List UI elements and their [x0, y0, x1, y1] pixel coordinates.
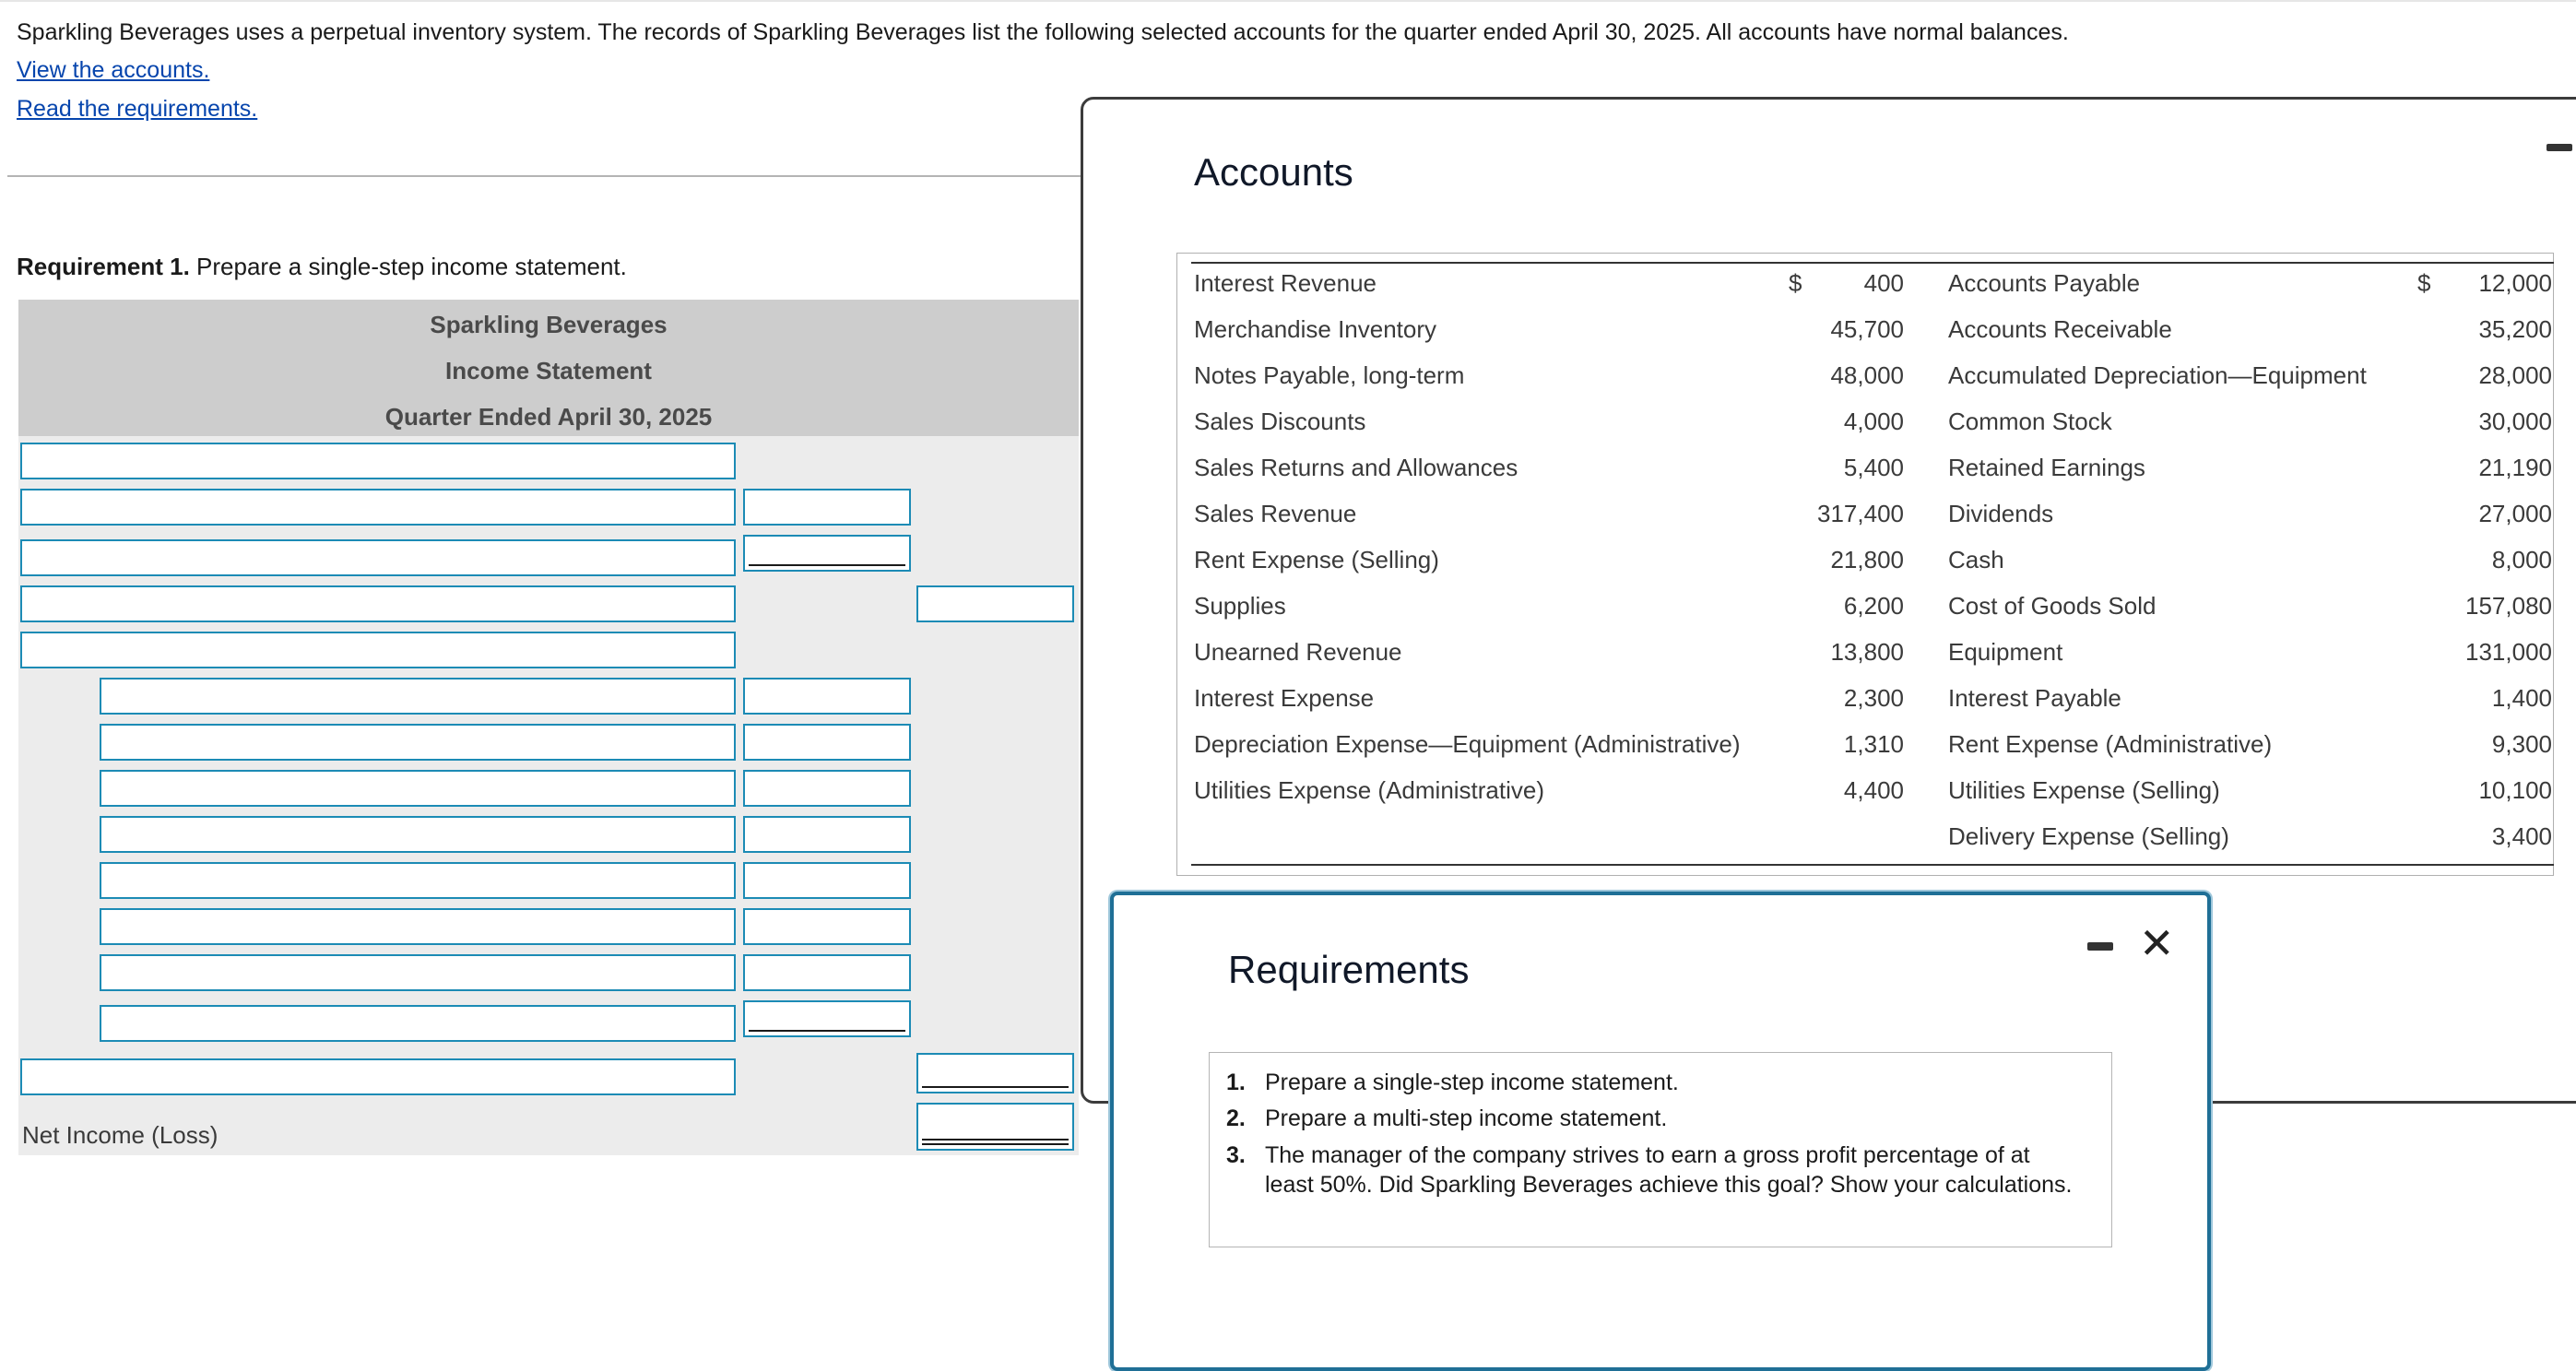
account-value: 21,190: [2478, 454, 2552, 481]
expense-line-4-amount-input[interactable]: [745, 818, 909, 851]
expense-line-4-amount[interactable]: [743, 816, 911, 853]
account-value: 4,000: [1843, 408, 1904, 435]
statement-line-4-label-input[interactable]: [22, 587, 734, 620]
account-name: Delivery Expense (Selling): [1948, 822, 2229, 850]
account-name: Rent Expense (Administrative): [1948, 730, 2273, 758]
expense-line-7-label[interactable]: [100, 954, 736, 991]
statement-line-3-amount-input[interactable]: [745, 537, 909, 570]
dollar-sign: $: [1789, 269, 1802, 297]
account-value: 6,200: [1843, 592, 1904, 620]
expense-line-6-label-input[interactable]: [101, 910, 734, 943]
account-name: Cost of Goods Sold: [1948, 592, 2157, 620]
account-name: Unearned Revenue: [1194, 638, 1402, 666]
statement-line-2-amount-input[interactable]: [745, 490, 909, 524]
expense-line-6-label[interactable]: [100, 908, 736, 945]
account-name: Utilities Expense (Administrative): [1194, 776, 1545, 804]
account-value: 8,000: [2491, 546, 2552, 573]
expense-line-5-label[interactable]: [100, 862, 736, 899]
requirements-modal-title: Requirements: [1228, 948, 1470, 991]
account-value: 1,310: [1843, 730, 1904, 758]
expense-line-2-label-input[interactable]: [101, 726, 734, 759]
requirement-text: Prepare a multi-step income statement.: [1265, 1105, 1668, 1131]
expense-line-2-label[interactable]: [100, 724, 736, 761]
expense-line-4-label[interactable]: [100, 816, 736, 853]
account-value: 4,400: [1843, 776, 1904, 804]
statement-line-4-total-input[interactable]: [918, 587, 1072, 620]
net-income-amount[interactable]: [916, 1103, 1074, 1151]
account-value: 9,300: [2491, 730, 2552, 758]
section-divider: [7, 175, 1081, 177]
account-name: Accumulated Depreciation—Equipment: [1948, 361, 2367, 389]
expense-line-3-amount[interactable]: [743, 770, 911, 807]
statement-line-5-label[interactable]: [20, 632, 736, 668]
minimize-icon[interactable]: [2546, 144, 2572, 151]
expense-line-5-amount-input[interactable]: [745, 864, 909, 897]
expense-line-6-amount-input[interactable]: [745, 910, 909, 943]
statement-line-4-total[interactable]: [916, 585, 1074, 622]
expense-line-1-label[interactable]: [100, 678, 736, 715]
account-name: Dividends: [1948, 500, 2054, 527]
expense-line-8-amount-input[interactable]: [745, 1002, 909, 1035]
account-value: 3,400: [2491, 822, 2552, 850]
account-value: 21,800: [1830, 546, 1904, 573]
statement-company: Sparkling Beverages: [430, 311, 668, 338]
read-requirements-link[interactable]: Read the requirements.: [17, 96, 258, 122]
expense-line-5-amount[interactable]: [743, 862, 911, 899]
statement-line-4-label[interactable]: [20, 585, 736, 622]
requirement-number: 2.: [1226, 1105, 1246, 1131]
statement-line-1-label-input[interactable]: [22, 444, 734, 478]
account-value: 2,300: [1843, 684, 1904, 712]
account-name: Merchandise Inventory: [1194, 315, 1437, 343]
account-name: Supplies: [1194, 592, 1286, 620]
account-name: Interest Payable: [1948, 684, 2121, 712]
account-name: Interest Expense: [1194, 684, 1375, 712]
account-name: Rent Expense (Selling): [1194, 546, 1439, 573]
statement-title: Income Statement: [445, 357, 652, 384]
view-accounts-link[interactable]: View the accounts.: [17, 57, 210, 83]
account-name: Retained Earnings: [1948, 454, 2145, 481]
account-value: 10,100: [2478, 776, 2552, 804]
expense-line-3-label-input[interactable]: [101, 772, 734, 805]
expense-line-1-amount[interactable]: [743, 678, 911, 715]
statement-line-3-label-input[interactable]: [22, 541, 734, 574]
expense-line-1-amount-input[interactable]: [745, 680, 909, 713]
statement-line-2-label-input[interactable]: [22, 490, 734, 524]
total-expenses-amount-input[interactable]: [918, 1055, 1072, 1092]
account-name: Utilities Expense (Selling): [1948, 776, 2220, 804]
expense-line-1-label-input[interactable]: [101, 680, 734, 713]
requirement-1-prompt: [17, 253, 627, 281]
account-value: 30,000: [2478, 408, 2552, 435]
account-value: 1,400: [2491, 684, 2552, 712]
statement-line-2-amount[interactable]: [743, 489, 911, 526]
account-name: Cash: [1948, 546, 2004, 573]
expense-line-3-amount-input[interactable]: [745, 772, 909, 805]
expense-line-5-label-input[interactable]: [101, 864, 734, 897]
statement-period: Quarter Ended April 30, 2025: [384, 403, 713, 431]
statement-line-2-label[interactable]: [20, 489, 736, 526]
expense-line-8-label[interactable]: [100, 1005, 736, 1042]
account-value: 13,800: [1830, 638, 1904, 666]
accounts-table-top-rule: [1191, 262, 2554, 264]
account-name: Notes Payable, long-term: [1194, 361, 1465, 389]
dollar-sign: $: [2417, 269, 2431, 297]
expense-line-4-label-input[interactable]: [101, 818, 734, 851]
accounts-table-bottom-rule: [1191, 864, 2554, 866]
requirement-number: 1.: [1226, 1070, 1246, 1095]
statement-line-5-label-input[interactable]: [22, 633, 734, 667]
requirement-text: Prepare a single-step income statement.: [1265, 1070, 1679, 1095]
account-name: Equipment: [1948, 638, 2063, 666]
account-name: Sales Returns and Allowances: [1194, 454, 1518, 481]
close-icon[interactable]: ✕: [2139, 919, 2175, 967]
account-value: 48,000: [1830, 361, 1904, 389]
account-value: 12,000: [2478, 269, 2552, 297]
total-expenses-label[interactable]: [20, 1058, 736, 1095]
account-value: 5,400: [1843, 454, 1904, 481]
total-expenses-amount[interactable]: [916, 1053, 1074, 1093]
expense-line-6-amount[interactable]: [743, 908, 911, 945]
requirement-number: 3.: [1226, 1142, 1246, 1168]
requirement-1-label: Requirement 1.: [17, 253, 190, 280]
problem-intro: Sparkling Beverages uses a perpetual inventory system. The records of Sparkling Beverages list the following selected accounts for the quarter ended April 30, 2025. All accounts have normal balances.: [17, 19, 2069, 45]
account-value: 400: [1863, 269, 1904, 297]
expense-line-3-label[interactable]: [100, 770, 736, 807]
net-income-amount-input[interactable]: [918, 1105, 1072, 1149]
expense-line-2-amount-input[interactable]: [745, 726, 909, 759]
account-name: Accounts Payable: [1948, 269, 2141, 297]
account-value: 131,000: [2465, 638, 2552, 666]
expense-line-7-amount[interactable]: [743, 954, 911, 991]
expense-line-8-amount[interactable]: [743, 1000, 911, 1037]
account-value: 157,080: [2465, 592, 2552, 620]
account-value: 27,000: [2478, 500, 2552, 527]
accounts-modal-title: Accounts: [1194, 150, 1353, 194]
expense-line-7-amount-input[interactable]: [745, 956, 909, 989]
expense-line-8-label-input[interactable]: [101, 1007, 734, 1040]
account-name: Common Stock: [1948, 408, 2112, 435]
account-value: 45,700: [1830, 315, 1904, 343]
account-name: Interest Revenue: [1194, 269, 1377, 297]
requirement-text: The manager of the company strives to earn a gross profit percentage of at least 50%. Did Sparkling Beverages achieve this goal? Show your calculations.: [1265, 1142, 2073, 1198]
account-value: 35,200: [2478, 315, 2552, 343]
top-divider: [0, 0, 2576, 2]
minimize-icon[interactable]: [2087, 942, 2113, 951]
statement-line-3-amount[interactable]: [743, 535, 911, 572]
account-name: Accounts Receivable: [1948, 315, 2172, 343]
expense-line-2-amount[interactable]: [743, 724, 911, 761]
statement-line-3-label[interactable]: [20, 539, 736, 576]
account-name: Depreciation Expense—Equipment (Administrative): [1194, 730, 1741, 758]
statement-line-1-label[interactable]: [20, 443, 736, 479]
expense-line-7-label-input[interactable]: [101, 956, 734, 989]
account-value: 317,400: [1817, 500, 1904, 527]
account-value: 28,000: [2478, 361, 2552, 389]
net-income-label: Net Income (Loss): [22, 1121, 219, 1149]
requirement-1-text: Prepare a single-step income statement.: [189, 253, 627, 280]
account-name: Sales Discounts: [1194, 408, 1366, 435]
account-name: Sales Revenue: [1194, 500, 1357, 527]
total-expenses-label-input[interactable]: [22, 1060, 734, 1093]
